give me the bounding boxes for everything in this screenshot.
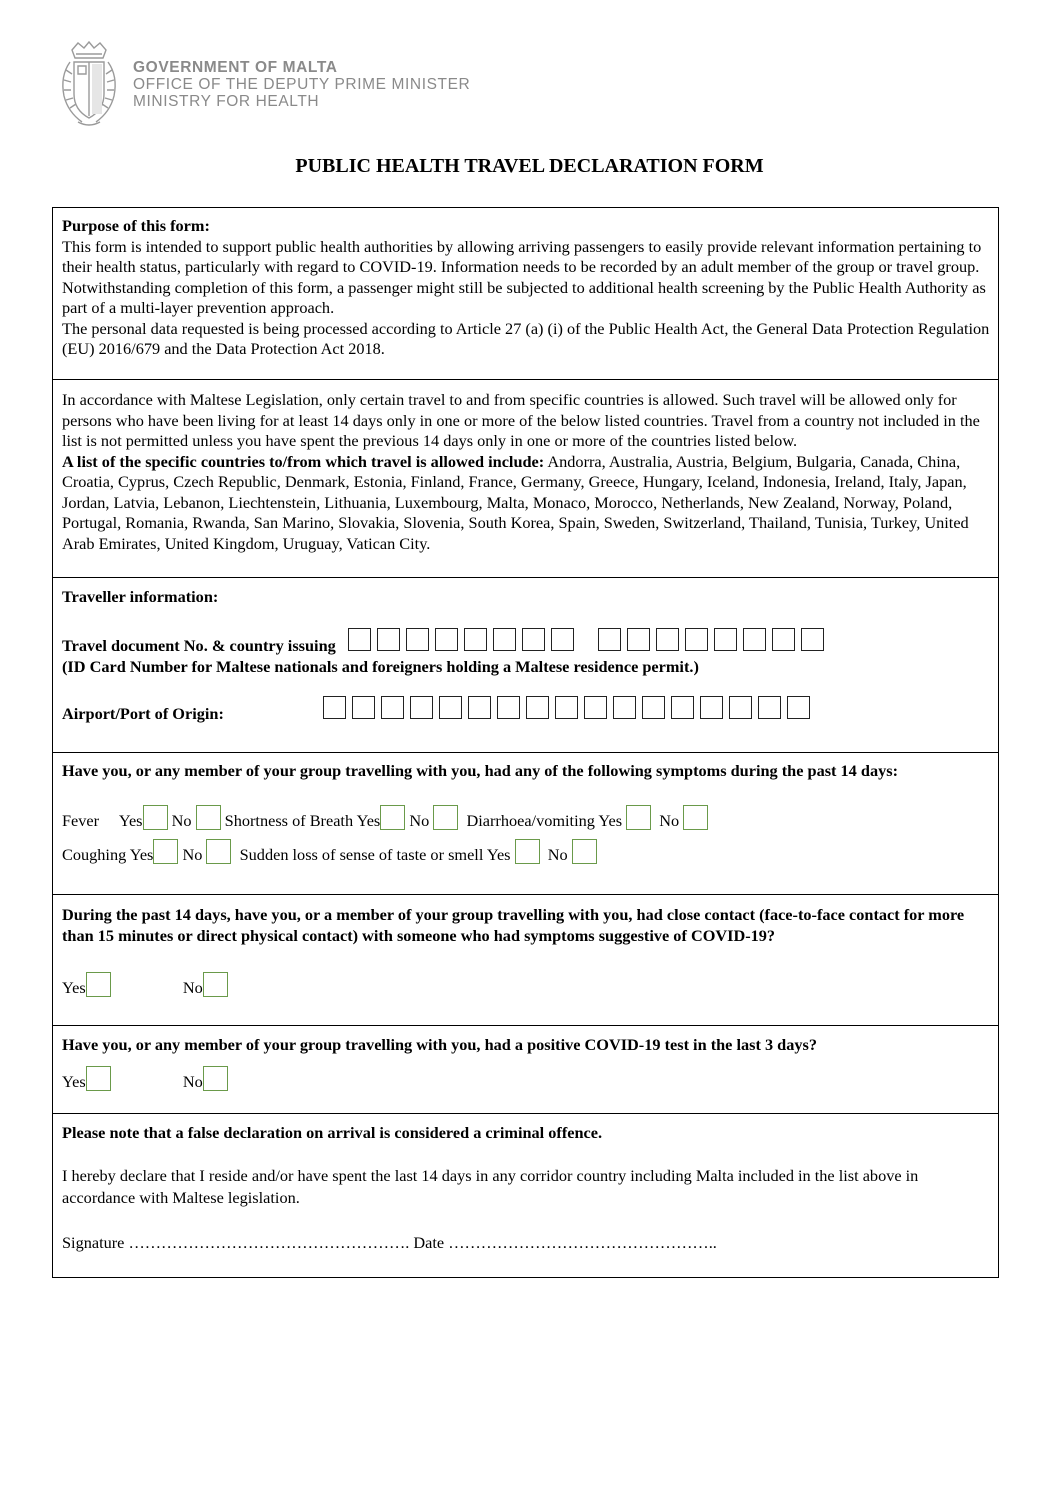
shortness-of-breath-label: Shortness of Breath [224,811,354,830]
traveller-heading: Traveller information: [62,587,219,606]
yes-label: Yes [129,845,154,864]
travel-document-number-boxes[interactable] [348,628,580,651]
char-box[interactable] [493,628,516,651]
coughing-label: Coughing [62,845,127,864]
airport-origin-boxes[interactable] [323,696,816,719]
travel-document-label: Travel document No. & country issuing [62,636,336,655]
symptoms-question: Have you, or any member of your group travelling with you, had any of the following symptoms during the past 14 days: [62,761,898,780]
legislation-intro: In accordance with Maltese Legislation, only certain travel to and from specific countries is allowed. Such travel will be allowed only for persons who have been living for at least 14 days only in one or more of the below listed countries. Travel from a country not included in the list is not permitted unless you have spent the previous 14 days only in one or more of the countries listed below. [62,390,980,450]
coughing-no-checkbox[interactable] [206,839,231,864]
yes-label: Yes [486,845,511,864]
contact-yes-checkbox[interactable] [86,972,111,997]
traveller-section [53,578,998,753]
purpose-paragraph-3: The personal data requested is being processed according to Article 27 (a) (i) of the Public Health Act, the General Data Protection Regulation (EU) 2016/679 and the Data Protection Act 2018. [62,318,990,358]
char-box[interactable] [772,628,795,651]
diarrhoea-label: Diarrhoea/vomiting [466,811,595,830]
symptoms-section [53,753,998,895]
char-box[interactable] [464,628,487,651]
char-box[interactable] [671,696,694,719]
no-label: No [182,1072,203,1091]
no-label: No [659,811,680,830]
no-label: No [409,811,430,830]
no-label: No [547,845,568,864]
char-box[interactable] [551,628,574,651]
diarrhoea-yes-checkbox[interactable] [626,805,651,830]
char-box[interactable] [598,628,621,651]
government-name: GOVERNMENT OF MALTA [133,59,338,76]
yes-label: Yes [62,978,86,997]
signature-label: Signature [62,1233,125,1252]
char-box[interactable] [348,628,371,651]
char-box[interactable] [381,696,404,719]
char-box[interactable] [410,696,433,719]
date-field[interactable]: ………………………………………….. [444,1233,717,1252]
char-box[interactable] [714,628,737,651]
char-box[interactable] [743,628,766,651]
fever-yes-checkbox[interactable] [143,805,168,830]
yes-label: Yes [118,811,143,830]
purpose-paragraph-1: This form is intended to support public health authorities by allowing arriving passengers to easily provide relevant information pertaining to their health status, particularly with regard to COVID-19. Information needs to be recorded by an adult member of the group or travel group. [62,236,982,276]
char-box[interactable] [801,628,824,651]
declaration-statement: I hereby declare that I reside and/or have spent the last 14 days in any corridor country including Malta included in the list above in accordance with Maltese legislation. [62,1166,919,1207]
contact-no-checkbox[interactable] [203,972,228,997]
coughing-yes-checkbox[interactable] [153,839,178,864]
country-list-label: A list of the specific countries to/from which travel is allowed include: [62,451,545,471]
shortness-no-checkbox[interactable] [433,805,458,830]
declaration-section [53,1114,998,1277]
char-box[interactable] [613,696,636,719]
date-label: Date [413,1233,445,1252]
char-box[interactable] [584,696,607,719]
office-name: OFFICE OF THE DEPUTY PRIME MINISTER [133,76,471,93]
fever-no-checkbox[interactable] [196,805,221,830]
char-box[interactable] [497,696,520,719]
airport-origin-label: Airport/Port of Origin: [62,704,224,723]
ministry-name: MINISTRY FOR HEALTH [133,93,320,110]
char-box[interactable] [377,628,400,651]
test-section [53,1026,998,1114]
char-box[interactable] [526,696,549,719]
char-box[interactable] [555,696,578,719]
country-list: Andorra, Australia, Austria, Belgium, Bulgaria, Canada, China, Croatia, Cyprus, Czech Republic, Denmark, Estonia, Finland, France, Germany, Greece, Hungary, Iceland, Indonesia, Ireland, Italy, Japan, Jordan, Latvia, Lebanon, Liechtenstein, Lithuania, Luxembourg, Malta, Monaco, Morocco, Netherlands, New Zealand, Norway, Poland, Portugal, Romania, Rwanda, San Marino, Slovakia, Slovenia, South Korea, Spain, Sweden, Switzerland, Thailand, Tunisia, Turkey, United Arab Emirates, United Kingdom, Uruguay, Vatican City. [62,451,969,553]
char-box[interactable] [656,628,679,651]
malta-crest-icon [56,40,122,128]
taste-no-checkbox[interactable] [572,839,597,864]
shortness-yes-checkbox[interactable] [380,805,405,830]
yes-label: Yes [62,1072,86,1091]
legislation-section [53,380,998,578]
false-declaration-warning: Please note that a false declaration on arrival is considered a criminal offence. [62,1123,603,1142]
taste-yes-checkbox[interactable] [515,839,540,864]
yes-label: Yes [598,811,623,830]
taste-smell-label: Sudden loss of sense of taste or smell [239,845,484,864]
id-card-note: (ID Card Number for Maltese nationals and foreigners holding a Maltese residence permit.) [62,657,699,676]
no-label: No [182,978,203,997]
no-label: No [182,845,203,864]
char-box[interactable] [439,696,462,719]
char-box[interactable] [787,696,810,719]
purpose-heading: Purpose of this form: [62,216,210,235]
char-box[interactable] [758,696,781,719]
yes-label: Yes [356,811,381,830]
diarrhoea-no-checkbox[interactable] [683,805,708,830]
test-yes-checkbox[interactable] [86,1066,111,1091]
char-box[interactable] [729,696,752,719]
char-box[interactable] [700,696,723,719]
char-box[interactable] [642,696,665,719]
signature-field[interactable]: ……………………………………………. [124,1233,414,1252]
char-box[interactable] [627,628,650,651]
form-title: PUBLIC HEALTH TRAVEL DECLARATION FORM [295,155,764,177]
issuing-country-boxes[interactable] [598,628,830,651]
char-box[interactable] [685,628,708,651]
test-no-checkbox[interactable] [203,1066,228,1091]
purpose-section [53,208,998,380]
char-box[interactable] [435,628,458,651]
contact-section [53,895,998,1026]
char-box[interactable] [323,696,346,719]
char-box[interactable] [522,628,545,651]
purpose-paragraph-2: Notwithstanding completion of this form, a passenger might still be subjected to additional health screening by the Public Health Authority as part of a multi-layer prevention approach. [62,277,986,317]
no-label: No [171,811,192,830]
declaration-form [52,207,999,1278]
char-box[interactable] [352,696,375,719]
fever-label: Fever [62,811,100,830]
test-question: Have you, or any member of your group travelling with you, had a positive COVID-19 test in the last 3 days? [62,1035,817,1054]
contact-question: During the past 14 days, have you, or a member of your group travelling with you, had close contact (face-to-face contact for more than 15 minutes or direct physical contact) with someone who had symptoms suggestive of COVID-19? [62,905,965,945]
char-box[interactable] [406,628,429,651]
char-box[interactable] [468,696,491,719]
